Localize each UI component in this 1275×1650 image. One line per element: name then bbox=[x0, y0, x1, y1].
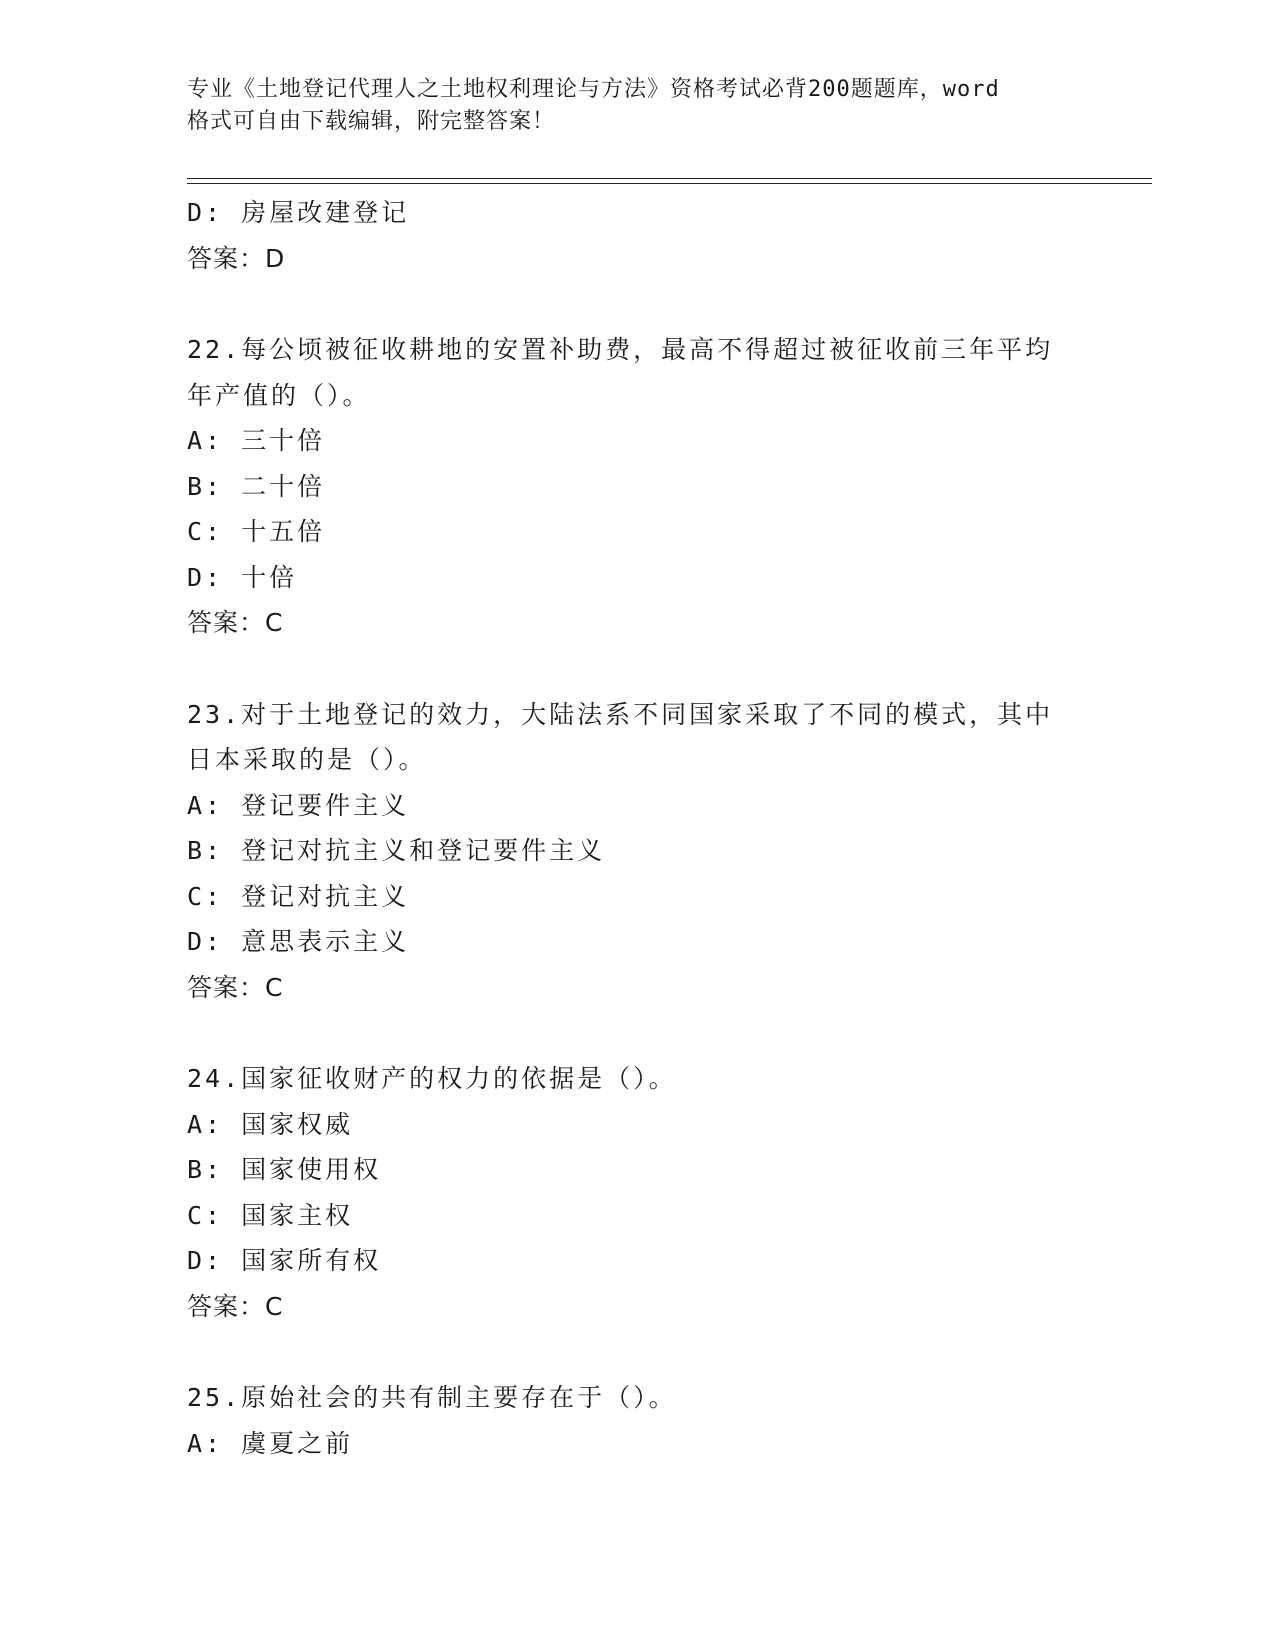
option-b: B: 二十倍 bbox=[187, 471, 326, 501]
answer-line: 答案：C bbox=[187, 1291, 284, 1321]
option-c: C: 十五倍 bbox=[187, 517, 326, 546]
question-text-line: 22.每公顷被征收耕地的安置补助费，最高不得超过被征收前三年平均 bbox=[187, 335, 1054, 364]
question-25 bbox=[187, 1375, 1087, 1466]
question-text-line: 23.对于土地登记的效力，大陆法系不同国家采取了不同的模式，其中 bbox=[187, 699, 1054, 729]
option-d: D: 意思表示主义 bbox=[187, 927, 410, 956]
answer-line: 答案：C bbox=[187, 972, 284, 1002]
question-text-line: 日本采取的是（）。 bbox=[187, 745, 427, 774]
option-c: C: 登记对抗主义 bbox=[187, 881, 410, 911]
question-23 bbox=[187, 692, 1087, 1011]
header-line-1: 专业《土地登记代理人之土地权利理论与方法》资格考试必背200题题库，word bbox=[187, 77, 1000, 102]
option-d: D: 十倍 bbox=[187, 562, 298, 592]
question-text-line: 年产值的（）。 bbox=[187, 380, 371, 410]
option-d: D: 房屋改建登记 bbox=[187, 198, 410, 227]
document-header bbox=[187, 74, 1067, 138]
question-text-line: 25.原始社会的共有制主要存在于（）。 bbox=[187, 1383, 677, 1412]
option-d: D: 国家所有权 bbox=[187, 1246, 382, 1275]
option-a: A: 国家权威 bbox=[187, 1109, 354, 1139]
answer-line: 答案：D bbox=[187, 243, 286, 273]
option-a: A: 三十倍 bbox=[187, 426, 326, 455]
question-list bbox=[187, 190, 1087, 1466]
header-divider-top bbox=[187, 178, 1152, 179]
header-divider-bottom bbox=[187, 183, 1152, 184]
answer-line: 答案：C bbox=[187, 608, 284, 637]
header-line-2: 格式可自由下载编辑，附完整答案！ bbox=[187, 109, 556, 134]
question-22 bbox=[187, 327, 1087, 646]
question-24 bbox=[187, 1056, 1087, 1329]
option-a: A: 登记要件主义 bbox=[187, 790, 410, 820]
option-b: B: 登记对抗主义和登记要件主义 bbox=[187, 836, 606, 865]
option-a: A: 虞夏之前 bbox=[187, 1428, 354, 1458]
question-text-line: 24.国家征收财产的权力的依据是（）。 bbox=[187, 1064, 677, 1093]
option-b: B: 国家使用权 bbox=[187, 1155, 382, 1184]
option-c: C: 国家主权 bbox=[187, 1200, 354, 1230]
